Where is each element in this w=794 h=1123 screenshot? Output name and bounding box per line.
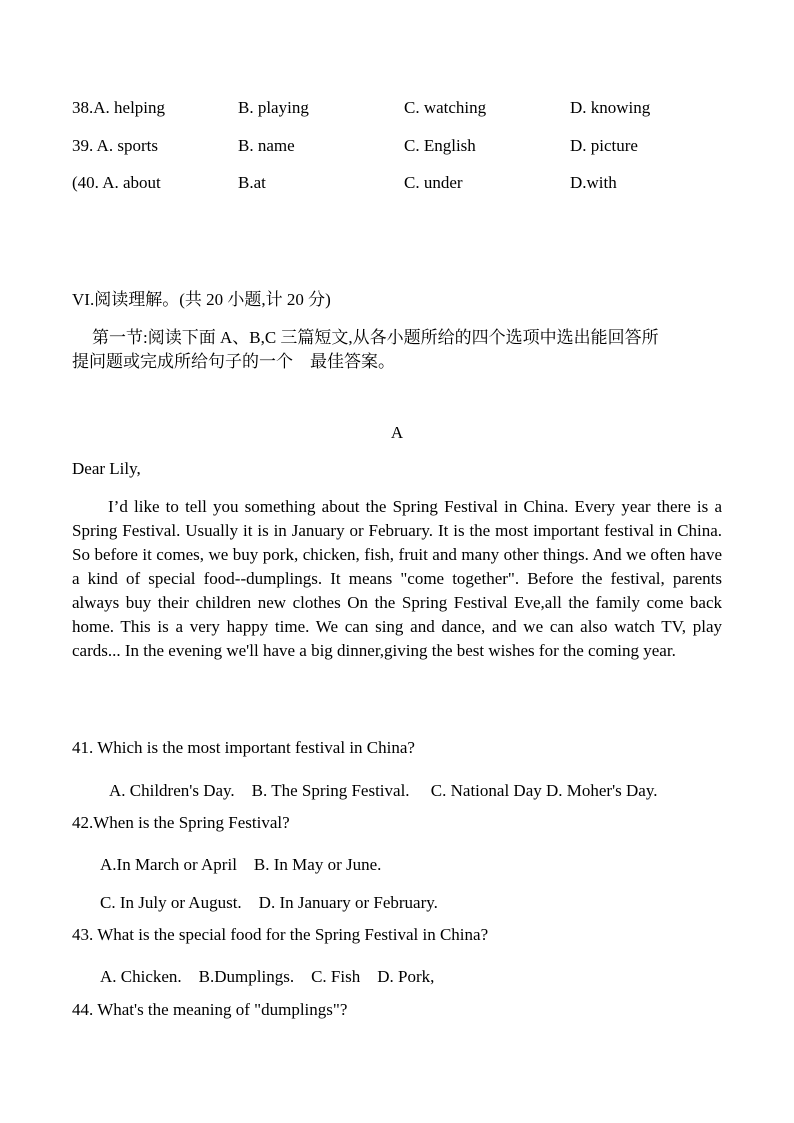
option-39-b: B. name — [238, 136, 295, 155]
question-42-options-2: C. In July or August. D. In January or February. — [100, 893, 438, 912]
option-38-a: 38.A. helping — [72, 98, 166, 117]
option-38-b: B. playing — [238, 98, 309, 117]
section-heading: VI.阅读理解。(共 20 小题,计 20 分) — [72, 290, 331, 309]
question-44: 44. What's the meaning of "dumplings"? — [72, 1000, 348, 1019]
question-43: 43. What is the special food for the Spring Festival in China? — [72, 925, 489, 944]
letter-greeting: Dear Lily, — [72, 459, 141, 478]
option-40-a: (40. A. about — [72, 173, 161, 192]
passage-body: I’d like to tell you something about the Spring Festival in China. Every year there is a Spring Festival. Usually it is in January or February. It is the most important festival in China. So before it comes, we buy pork, chicken, fish, fruit and many other things. And we often have a kind of special food--dumplings. It means "come together". Before the festival, parents always buy their children new clothes On the Spring Festival Eve,all the family come back home. This is a very happy time. We can sing and dance, and we can also watch TV, play cards... In the evening we'll have a big dinner,giving the best wishes for the coming year. — [72, 497, 722, 660]
question-42-options-1: A.In March or April B. In May or June. — [100, 855, 382, 874]
option-row-40 — [72, 173, 722, 197]
section-instruction-line-2: 提问题或完成所给句子的一个 最佳答案。 — [72, 352, 395, 371]
option-40-b: B.at — [238, 173, 266, 192]
section-instruction-line-1: 第一节:阅读下面 A、B,C 三篇短文,从各小题所给的四个选项中选出能回答所 — [92, 328, 659, 347]
question-43-options: A. Chicken. B.Dumplings. C. Fish D. Pork, — [100, 967, 435, 986]
option-38-d: D. knowing — [570, 98, 651, 117]
option-row-39 — [72, 136, 722, 160]
option-40-d: D.with — [570, 173, 617, 192]
option-row-38 — [72, 98, 722, 122]
question-41-options: A. Children's Day. B. The Spring Festival. C. National Day D. Moher's Day. — [109, 781, 658, 800]
question-42: 42.When is the Spring Festival? — [72, 813, 290, 832]
option-39-a: 39. A. sports — [72, 136, 158, 155]
option-39-d: D. picture — [570, 136, 638, 155]
option-40-c: C. under — [404, 173, 463, 192]
question-41: 41. Which is the most important festival in China? — [72, 738, 415, 757]
option-38-c: C. watching — [404, 98, 487, 117]
passage-label: A — [390, 423, 404, 442]
option-39-c: C. English — [404, 136, 476, 155]
